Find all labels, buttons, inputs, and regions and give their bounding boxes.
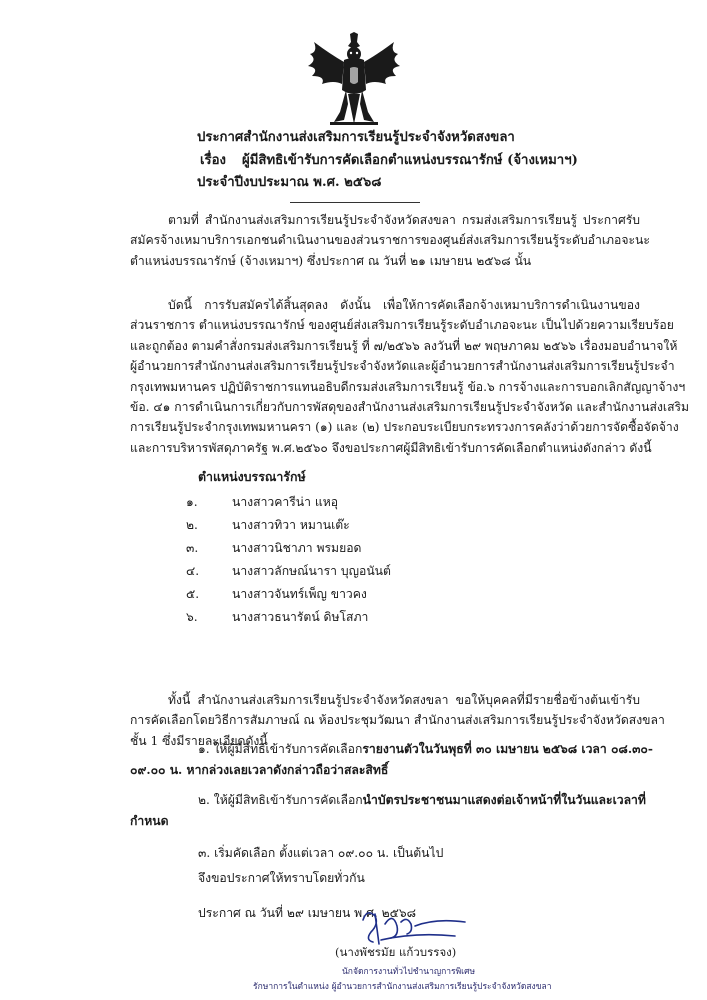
signature-icon (345, 902, 475, 950)
paragraph-2-line: และการบริหารพัสดุภาครัฐ พ.ศ.๒๕๖๐ จึงขอประกาศผู้มีสิทธิเข้ารับการคัดเลือกตำแหน่งดังกล่าว ดังนี้ (130, 440, 652, 455)
candidate-list (186, 491, 391, 629)
subject-line (200, 150, 667, 173)
subject-label: เรื่อง (200, 152, 226, 168)
item-1-continued (130, 760, 388, 780)
paragraph-3-line: การคัดเลือกโดยวิธีการสัมภาษณ์ ณ ห้องประชุมวัฒนา สำนักงานส่งเสริมการเรียนรู้ประจำจังหวัดสงขลา (130, 713, 665, 728)
list-item-number: ๖. (186, 610, 198, 624)
item-2-continued (130, 811, 169, 831)
item-3: ๓. เริ่มคัดเลือก ตั้งแต่เวลา ๐๙.๐๐ น. เป็นต้นไป (198, 846, 444, 860)
list-item-name: นางสาวทิวา หมานเต๊ะ (232, 518, 350, 532)
item-2-prefix: ๒. ให้ผู้มีสิทธิเข้ารับการคัดเลือก (198, 793, 363, 807)
issue-date: ประกาศ ณ วันที่ ๒๙ เมษายน พ.ศ. ๒๕๖๘ (198, 906, 416, 920)
paragraph-2 (130, 295, 690, 458)
paragraph-2-line: และถูกต้อง ตามคำสั่งกรมส่งเสริมการเรียนรู้ ที่ ๗/๒๕๖๖ ลงวันที่ ๒๙ พฤษภาคม ๒๕๖๖ เรื่องมอบอำนาจให้ (130, 338, 678, 353)
item-1-prefix: ๑. ให้ผู้มีสิทธิเข้ารับการคัดเลือก (198, 742, 363, 756)
paragraph-1-line: สมัครจ้างเหมาบริการเอกชนดำเนินงานของส่วนราชการของศูนย์ส่งเสริมการเรียนรู้ระดับอำเภอจะนะ (130, 233, 650, 248)
list-item-name: นางสาวนิชาภา พรมยอด (232, 541, 362, 555)
announcement-header (197, 127, 667, 195)
list-item (186, 537, 391, 560)
signer-title: นักจัดการงานทั่วไปชำนาญการพิเศษ (342, 967, 476, 977)
paragraph-2-line: ข้อ. ๔๑ การดำเนินการเกี่ยวกับการพัสดุของสำนักงานส่งเสริมการเรียนรู้ประจำจังหวัด และสำนักงานส่งเสริม (130, 400, 690, 415)
subject-text: ผู้มีสิทธิเข้ารับการคัดเลือกตำแหน่งบรรณารักษ์ (จ้างเหมาฯ) (242, 152, 578, 168)
closing-statement: จึงขอประกาศให้ทราบโดยทั่วกัน (198, 871, 365, 885)
signer-name: (นางพัชรมัย แก้วบรรจง) (335, 945, 457, 959)
paragraph-1-line: ตามที่ สำนักงานส่งเสริมการเรียนรู้ประจำจังหวัดสงขลา กรมส่งเสริมการเรียนรู้ ประกาศรับ (168, 213, 640, 227)
item-1-line-2: ๐๙.๐๐ น. หากล่วงเลยเวลาดังกล่าวถือว่าสละสิทธิ์ (130, 763, 389, 777)
list-item-number: ๒. (186, 518, 198, 532)
fiscal-year: ประจำปีงบประมาณ พ.ศ. ๒๕๖๘ (197, 175, 382, 190)
list-item (186, 514, 391, 537)
paragraph-3-line: ทั้งนี้ สำนักงานส่งเสริมการเรียนรู้ประจำจังหวัดสงขลา ขอให้บุคคลที่มีรายชื่อข้างต้นเข้ารับ (168, 693, 640, 707)
list-item-number: ๔. (186, 564, 200, 578)
paragraph-2-line: กรุงเทพมหานคร ปฏิบัติราชการแทนอธิบดีกรมส่งเสริมการเรียนรู้ ข้อ.๖ การจ้างและการบอกเลิกสัญญาจ้างฯ (130, 379, 686, 394)
list-item-name: นางสาวธนารัตน์ ดิษโสภา (232, 610, 369, 624)
item-2-line-2: กำหนด (130, 814, 169, 828)
item-1-emphasis: รายงานตัวในวันพุธที่ ๓๐ เมษายน ๒๕๖๘ เวลา ๐๘.๓๐- (362, 742, 653, 756)
list-item-name: นางสาวคารีน่า แหอุ (232, 495, 339, 509)
list-item (186, 606, 391, 629)
position-title: ตำแหน่งบรรณารักษ์ (198, 469, 306, 484)
paragraph-2-line: การเรียนรู้ประจำกรุงเทพมหานครา (๑) และ (๒) ประกอบระเบียบกระทรวงการคลังว่าด้วยการจัดซื้อจัดจ้าง (130, 420, 679, 435)
garuda-emblem-icon (300, 32, 408, 128)
list-item-number: ๕. (186, 587, 200, 601)
paragraph-2-line: ส่วนราชการ ตำแหน่งบรรณารักษ์ ของศูนย์ส่งเสริมการเรียนรู้ระดับอำเภอจะนะ เป็นไปด้วยความเรียบร้อย (130, 318, 674, 333)
list-item (186, 491, 391, 514)
list-item (186, 583, 391, 606)
list-item-name: นางสาวลักษณ์นารา บุญอนันต์ (232, 564, 391, 578)
item-2 (198, 790, 646, 810)
list-item (186, 560, 391, 583)
paragraph-2-line: บัดนี้ การรับสมัครได้สิ้นสุดลง ดังนั้น เพื่อให้การคัดเลือกจ้างเหมาบริการดำเนินงานของ (168, 298, 640, 312)
announcement-title: ประกาศสำนักงานส่งเสริมการเรียนรู้ประจำจังหวัดสงขลา (197, 130, 515, 145)
paragraph-1-line: ตำแหน่งบรรณารักษ์ (จ้างเหมาฯ) ซึ่งประกาศ ณ วันที่ ๒๑ เมษายน ๒๕๖๘ นั้น (130, 253, 532, 268)
paragraph-3-line: ชั้น 1 ซึ่งมีรายละเอียดดังนี้ (130, 733, 268, 748)
item-2-emphasis: นำบัตรประชาชนมาแสดงต่อเจ้าหน้าที่ในวันและเวลาที่ (362, 793, 646, 807)
list-item-name: นางสาวจันทร์เพ็ญ ขาวคง (232, 587, 367, 601)
list-item-number: ๑. (186, 495, 198, 509)
signer-acting-title: รักษาการในตำแหน่ง ผู้อำนวยการสำนักงานส่งเสริมการเรียนรู้ประจำจังหวัดสงขลา (253, 982, 552, 992)
list-item-number: ๓. (186, 541, 199, 555)
paragraph-2-line: ผู้อำนวยการสำนักงานส่งเสริมการเรียนรู้ประจำจังหวัดและผู้อำนวยการสำนักงานส่งเสริมการเรียนรู้ประจำ (130, 359, 675, 374)
paragraph-1 (130, 210, 650, 271)
item-1 (198, 739, 653, 759)
header-divider (290, 202, 420, 203)
